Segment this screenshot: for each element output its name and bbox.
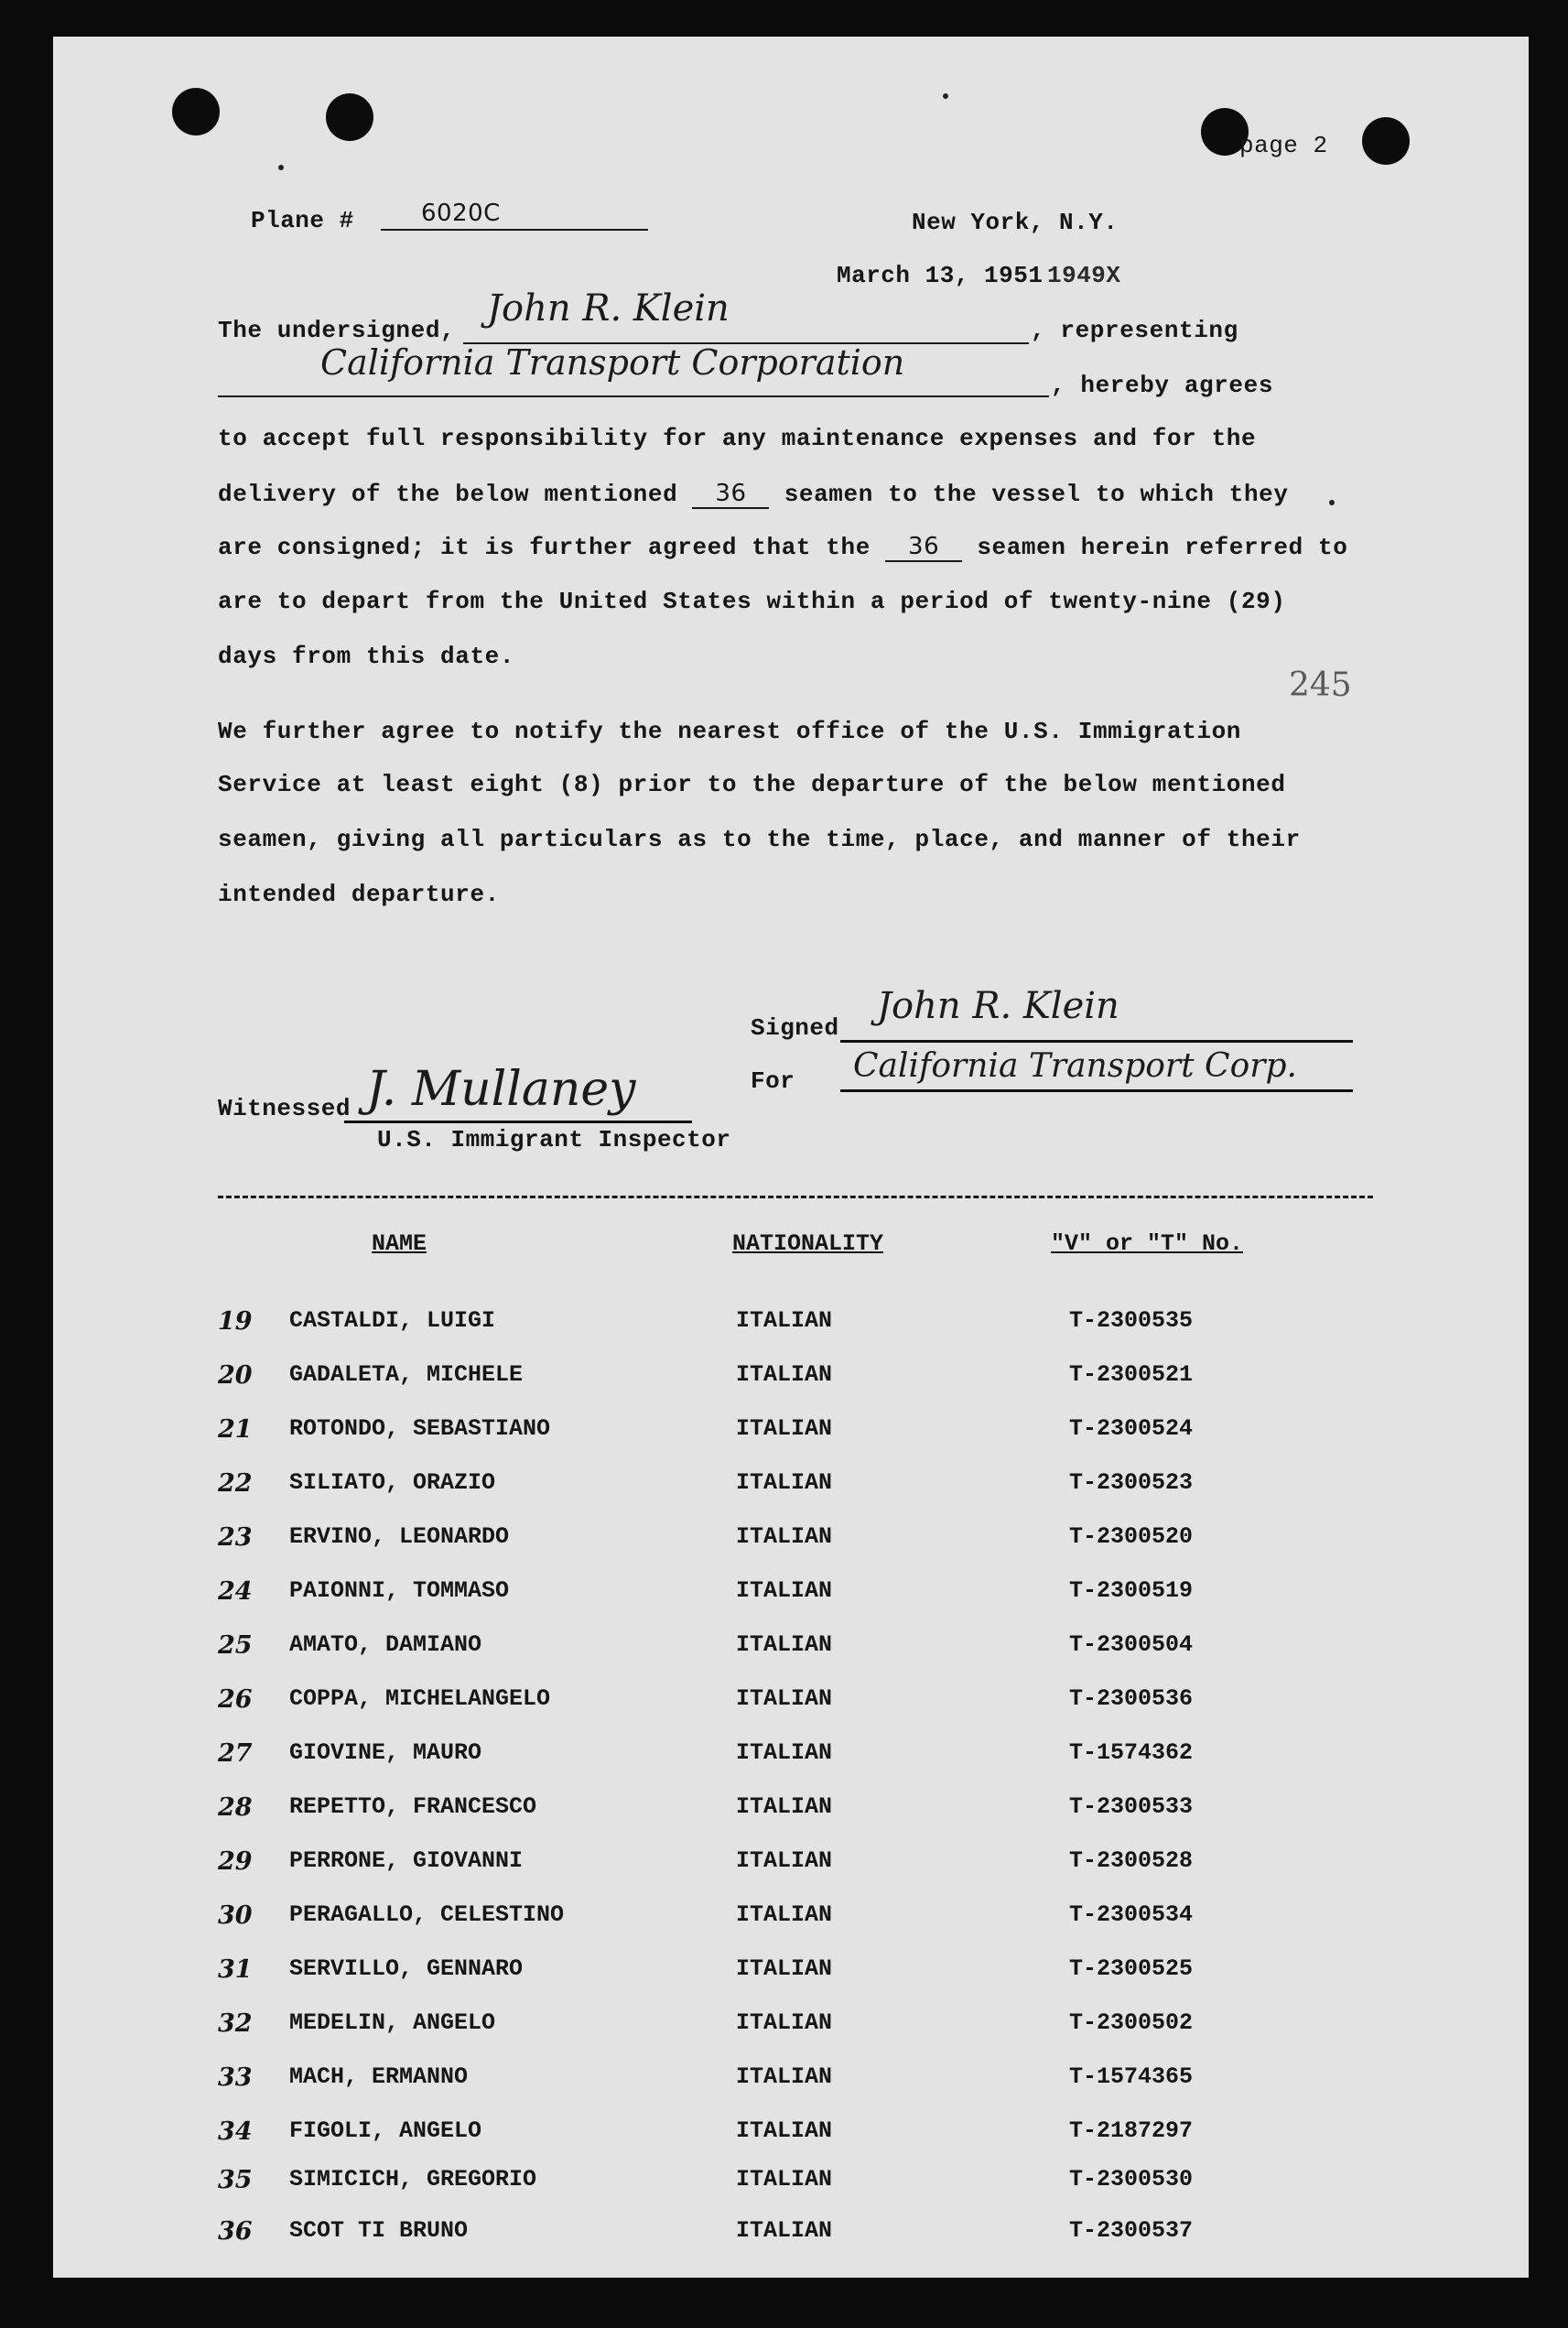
table-row [53,1469,1529,1506]
company-signature: California Transport Corporation [320,342,905,383]
table-row [53,1415,1529,1452]
para2-line-1: We further agree to notify the nearest office of the U.S. Immigration [218,718,1241,745]
seaman-nationality: ITALIAN [736,1739,833,1766]
plane-underline [381,229,648,231]
seaman-name: SIMICICH, GREGORIO [289,2166,537,2193]
table-row [53,1577,1529,1614]
agreement-line-4-start: delivery of the below mentioned [218,481,678,508]
seaman-t-number: T-2300534 [1069,1901,1194,1928]
row-number: 27 [218,1739,253,1768]
document-page [53,37,1529,2278]
table-row [53,1793,1529,1830]
row-number: 23 [218,1523,253,1552]
seaman-name: FIGOLI, ANGELO [289,2117,482,2144]
seaman-t-number: T-2187297 [1069,2117,1194,2144]
para2-line-3: seamen, giving all particulars as to the time, place, and manner of their [218,826,1301,853]
punch-hole-icon [1362,117,1410,165]
seaman-name: CASTALDI, LUIGI [289,1307,496,1334]
row-number: 28 [218,1793,253,1822]
seaman-t-number: T-2300519 [1069,1577,1194,1604]
para2-line-2: Service at least eight (8) prior to the departure of the below mentioned [218,771,1286,798]
seaman-t-number: T-1574362 [1069,1739,1194,1766]
table-row [53,2009,1529,2046]
seaman-name: COPPA, MICHELANGELO [289,1685,551,1712]
seaman-nationality: ITALIAN [736,1523,833,1550]
seaman-t-number: T-2300524 [1069,1415,1194,1442]
seaman-name: GIOVINE, MAURO [289,1739,482,1766]
seaman-nationality: ITALIAN [736,1577,833,1604]
punch-hole-icon [326,93,373,141]
table-row [53,1631,1529,1668]
company-underline [218,395,1049,397]
row-number: 30 [218,1901,253,1930]
punch-hole-icon [172,88,220,135]
for-underline [840,1089,1353,1092]
seaman-nationality: ITALIAN [736,1469,833,1496]
speck-icon [1329,500,1335,505]
seaman-nationality: ITALIAN [736,1307,833,1334]
signed-label: Signed [751,1014,839,1042]
seaman-t-number: T-2300520 [1069,1523,1194,1550]
inspector-title: U.S. Immigrant Inspector [377,1126,731,1153]
row-number: 36 [218,2217,253,2246]
location: New York, N.Y. [912,209,1119,236]
agreement-line-3: to accept full responsibility for any maintenance expenses and for the [218,425,1257,452]
seaman-name: PERAGALLO, CELESTINO [289,1901,565,1928]
seaman-t-number: T-2300537 [1069,2217,1194,2244]
col-header-nationality: NATIONALITY [732,1230,884,1257]
seaman-nationality: ITALIAN [736,2217,833,2244]
seaman-nationality: ITALIAN [736,1685,833,1712]
witnessed-label: Witnessed [218,1095,351,1122]
table-row [53,1361,1529,1398]
seaman-t-number: T-2300525 [1069,1955,1194,1982]
date: March 13, 1951 [837,262,1044,289]
date-overtype: 1949X [1047,262,1121,289]
seaman-t-number: T-2300536 [1069,1685,1194,1712]
agreement-line-5-start: are consigned; it is further agreed that the [218,534,871,561]
agreement-line-7: days from this date. [218,643,515,670]
seaman-t-number: T-1574365 [1069,2063,1194,2090]
seaman-nationality: ITALIAN [736,2063,833,2090]
seaman-t-number: T-2300504 [1069,1631,1194,1658]
seaman-name: REPETTO, FRANCESCO [289,1793,537,1820]
row-number: 22 [218,1469,253,1498]
seaman-name: GADALETA, MICHELE [289,1361,524,1388]
seaman-name: ROTONDO, SEBASTIANO [289,1415,551,1442]
seaman-name: SCOT TI BRUNO [289,2217,469,2244]
witness-underline [344,1121,692,1123]
table-row [53,1739,1529,1776]
for-signature: California Transport Corp. [853,1047,1297,1085]
seaman-t-number: T-2300535 [1069,1307,1194,1334]
row-number: 29 [218,1847,253,1876]
row-number: 31 [218,1955,253,1984]
row-number: 24 [218,1577,253,1606]
hereby-agrees: , hereby agrees [1051,372,1274,399]
table-row [53,1307,1529,1344]
page-label: page 2 [1239,132,1328,159]
table-row [53,1685,1529,1722]
seaman-t-number: T-2300528 [1069,1847,1194,1874]
table-row [53,2166,1529,2203]
signed-signature: John R. Klein [877,985,1119,1027]
row-number: 26 [218,1685,253,1714]
signer-signature: John R. Klein [487,287,730,330]
file-number: 245 [1289,666,1352,704]
seaman-t-number: T-2300502 [1069,2009,1194,2036]
row-number: 21 [218,1415,253,1444]
signed-underline [840,1040,1353,1043]
seaman-nationality: ITALIAN [736,1847,833,1874]
seaman-t-number: T-2300521 [1069,1361,1194,1388]
seaman-nationality: ITALIAN [736,2117,833,2144]
undersigned-label: The undersigned, [218,317,456,344]
agreement-line-5-end: seamen herein referred to [977,534,1348,561]
row-number: 34 [218,2117,253,2146]
seaman-nationality: ITALIAN [736,2009,833,2036]
speck-icon [278,165,284,170]
agreement-line-4 [218,480,1289,509]
seaman-nationality: ITALIAN [736,1631,833,1658]
seaman-nationality: ITALIAN [736,1793,833,1820]
table-row [53,2063,1529,2100]
seaman-t-number: T-2300533 [1069,1793,1194,1820]
row-number: 20 [218,1361,253,1390]
row-number: 32 [218,2009,253,2038]
seaman-name: PAIONNI, TOMMASO [289,1577,510,1604]
agreement-line-6: are to depart from the United States within a period of twenty-nine (29) [218,588,1286,615]
para2-line-4: intended departure. [218,881,500,908]
table-row [53,1847,1529,1884]
table-row [53,2217,1529,2254]
seaman-nationality: ITALIAN [736,1415,833,1442]
seaman-name: SERVILLO, GENNARO [289,1955,524,1982]
seaman-name: MACH, ERMANNO [289,2063,469,2090]
plane-number: 6020C [421,200,501,227]
seaman-name: PERRONE, GIOVANNI [289,1847,524,1874]
seaman-name: MEDELIN, ANGELO [289,2009,496,2036]
speck-icon [943,93,948,99]
seaman-nationality: ITALIAN [736,1361,833,1388]
witness-signature: J. Mullaney [366,1062,636,1117]
seamen-count-2: 36 [885,533,962,562]
col-header-number: "V" or "T" No. [1051,1230,1244,1257]
agreement-line-4-end: seamen to the vessel to which they [784,481,1289,508]
seaman-t-number: T-2300523 [1069,1469,1194,1496]
seaman-nationality: ITALIAN [736,1955,833,1982]
table-row [53,1523,1529,1560]
seaman-nationality: ITALIAN [736,2166,833,2193]
seaman-nationality: ITALIAN [736,1901,833,1928]
row-number: 19 [218,1307,253,1336]
seaman-name: AMATO, DAMIANO [289,1631,482,1658]
agreement-line-5 [218,533,1347,562]
table-row [53,2117,1529,2154]
seaman-name: ERVINO, LEONARDO [289,1523,510,1550]
for-label: For [751,1067,795,1095]
seaman-name: SILIATO, ORAZIO [289,1469,496,1496]
row-number: 35 [218,2166,253,2194]
seamen-count: 36 [692,480,769,509]
row-number: 33 [218,2063,253,2092]
table-row [53,1955,1529,1992]
row-number: 25 [218,1631,253,1660]
representing-label: , representing [1031,317,1238,344]
col-header-name: NAME [372,1230,427,1257]
table-row [53,1901,1529,1938]
separator-dashed [218,1196,1373,1198]
seaman-t-number: T-2300530 [1069,2166,1194,2193]
plane-label: Plane # [251,207,354,234]
